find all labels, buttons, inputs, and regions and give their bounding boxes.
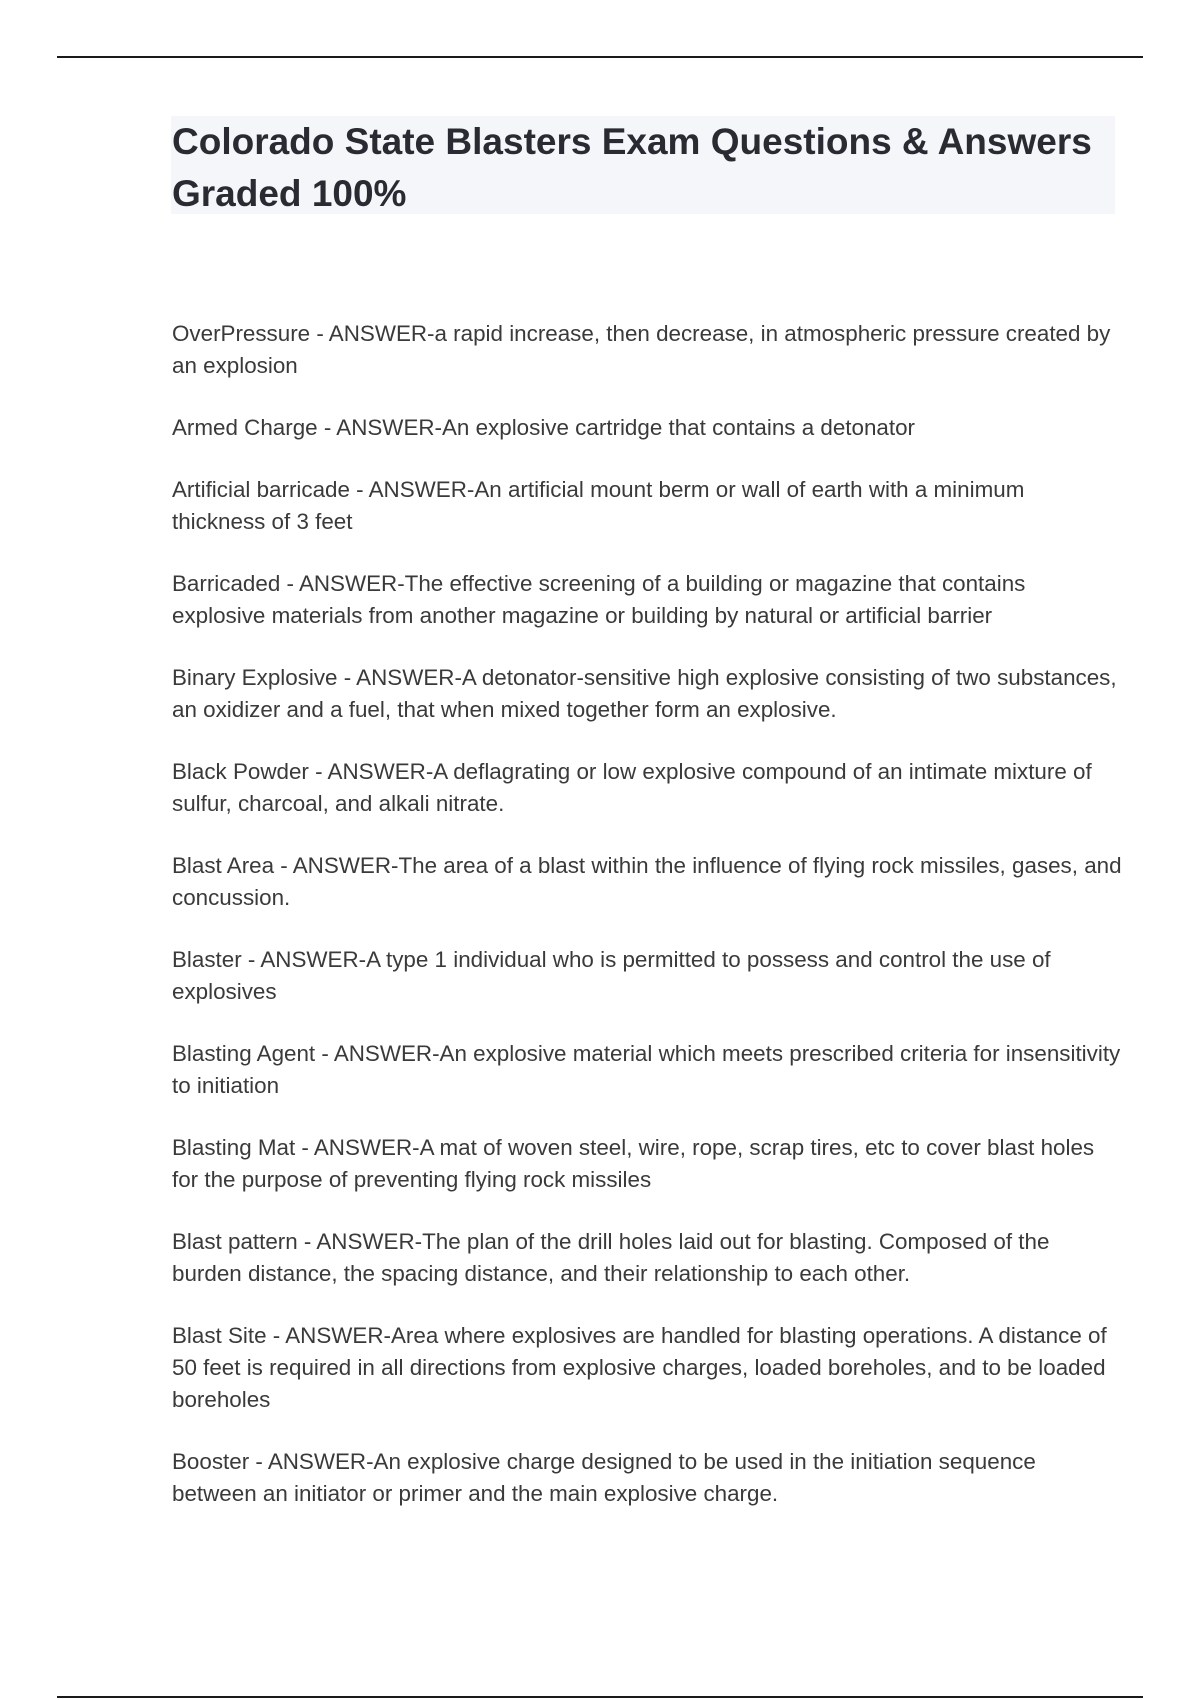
qa-item: Artificial barricade - ANSWER-An artificial mount berm or wall of earth with a minimum thickness of 3 feet [172, 477, 1025, 534]
qa-item: Blasting Mat - ANSWER-A mat of woven steel, wire, rope, scrap tires, etc to cover blast holes for the purpose of preventing flying rock missiles [172, 1135, 1095, 1192]
bottom-rule [57, 1696, 1143, 1698]
qa-item: OverPressure - ANSWER-a rapid increase, then decrease, in atmospheric pressure created by an explosion [172, 321, 1111, 378]
qa-item: Booster - ANSWER-An explosive charge designed to be used in the initiation sequence between an initiator or primer and the main explosive charge. [172, 1449, 1036, 1506]
qa-item: Armed Charge - ANSWER-An explosive cartridge that contains a detonator [172, 415, 915, 440]
qa-list [172, 318, 1122, 1540]
qa-item: Binary Explosive - ANSWER-A detonator-sensitive high explosive consisting of two substances, an oxidizer and a fuel, that when mixed together form an explosive. [172, 665, 1117, 722]
qa-item: Blaster - ANSWER-A type 1 individual who is permitted to possess and control the use of explosives [172, 947, 1051, 1004]
qa-item: Blasting Agent - ANSWER-An explosive material which meets prescribed criteria for insensitivity to initiation [172, 1041, 1121, 1098]
qa-item: Blast Site - ANSWER-Area where explosives are handled for blasting operations. A distance of 50 feet is required in all directions from explosive charges, loaded boreholes, and to be loaded boreholes [172, 1323, 1107, 1412]
top-rule [57, 56, 1143, 58]
title-banner [171, 116, 1115, 214]
qa-item: Black Powder - ANSWER-A deflagrating or low explosive compound of an intimate mixture of sulfur, charcoal, and alkali nitrate. [172, 759, 1092, 816]
page-title: Colorado State Blasters Exam Questions & Answers Graded 100% [172, 121, 1092, 214]
qa-item: Barricaded - ANSWER-The effective screening of a building or magazine that contains explosive materials from another magazine or building by natural or artificial barrier [172, 571, 1026, 628]
qa-item: Blast Area - ANSWER-The area of a blast within the influence of flying rock missiles, gases, and concussion. [172, 853, 1122, 910]
qa-item: Blast pattern - ANSWER-The plan of the drill holes laid out for blasting. Composed of the burden distance, the spacing distance, and their relationship to each other. [172, 1229, 1050, 1286]
